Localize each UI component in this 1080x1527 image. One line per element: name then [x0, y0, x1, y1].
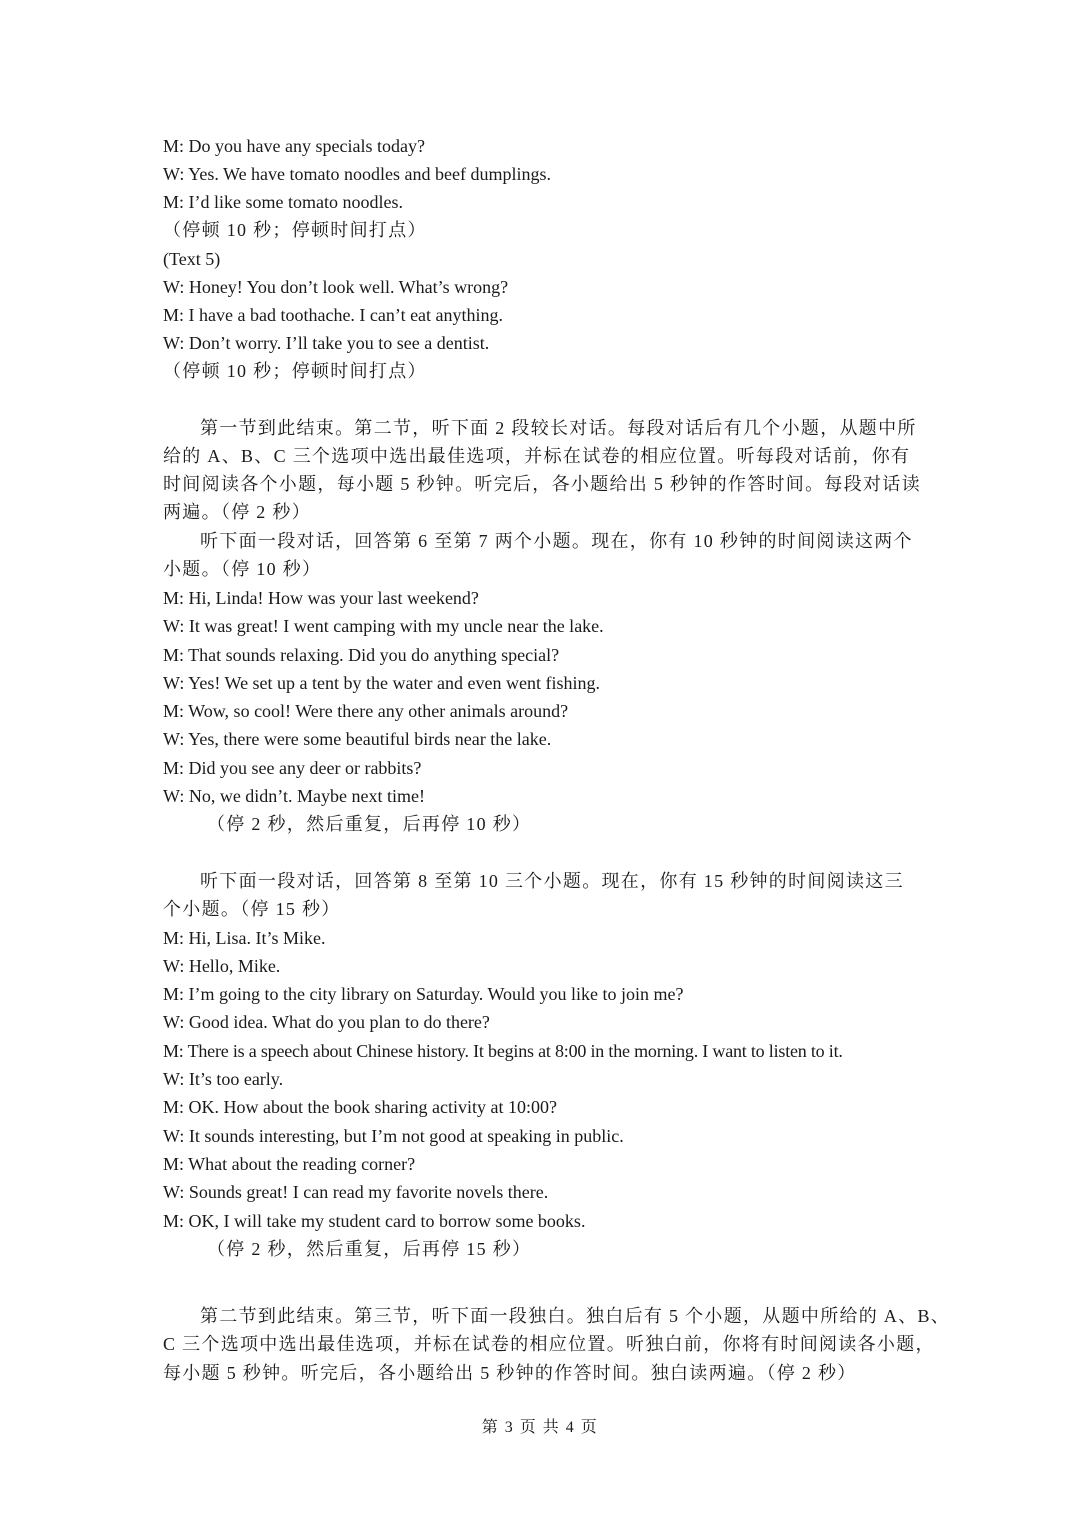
instruction-line: 给的 A、B、C 三个选项中选出最佳选项，并标在试卷的相应位置。听每段对话前，你有	[163, 446, 911, 466]
text-line: W: Sounds great! I can read my favorite novels there.	[163, 1182, 549, 1202]
pause-note: （停 2 秒，然后重复，后再停 15 秒）	[207, 1239, 532, 1259]
instruction-line: 第一节到此结束。第二节，听下面 2 段较长对话。每段对话后有几个小题，从题中所	[200, 418, 917, 438]
text-line: M: Hi, Linda! How was your last weekend?	[163, 588, 479, 608]
text-line: W: Don’t worry. I’ll take you to see a dentist.	[163, 333, 490, 353]
pause-note: （停顿 10 秒；停顿时间打点）	[163, 220, 427, 240]
text-line: M: OK. How about the book sharing activity at 10:00?	[163, 1097, 557, 1117]
text-line: M: OK, I will take my student card to borrow some books.	[163, 1211, 586, 1231]
text-line: W: Yes. We have tomato noodles and beef dumplings.	[163, 164, 551, 184]
text-line: M: Wow, so cool! Were there any other animals around?	[163, 701, 569, 721]
text-line: M: What about the reading corner?	[163, 1154, 416, 1174]
text-line: M: I’m going to the city library on Saturday. Would you like to join me?	[163, 984, 684, 1004]
text-heading: (Text 5)	[163, 249, 221, 269]
text-line: W: Hello, Mike.	[163, 956, 281, 976]
instruction-line: 个小题。（停 15 秒）	[163, 899, 341, 919]
page-footer: 第 3 页 共 4 页	[481, 1419, 599, 1436]
text-line: M: There is a speech about Chinese history. It begins at 8:00 in the morning. I want to listen to it.	[163, 1041, 843, 1061]
pause-note: （停顿 10 秒；停顿时间打点）	[163, 361, 427, 381]
pause-note: （停 2 秒，然后重复，后再停 10 秒）	[207, 814, 532, 834]
text-line: M: I’d like some tomato noodles.	[163, 192, 403, 212]
text-line: M: I have a bad toothache. I can’t eat anything.	[163, 305, 504, 325]
text-line: M: Did you see any deer or rabbits?	[163, 758, 422, 778]
text-line: W: Honey! You don’t look well. What’s wrong?	[163, 277, 509, 297]
instruction-line: C 三个选项中选出最佳选项，并标在试卷的相应位置。听独白前，你将有时间阅读各小题，	[163, 1334, 935, 1354]
instruction-line: 两遍。（停 2 秒）	[163, 502, 311, 522]
text-line: W: It’s too early.	[163, 1069, 284, 1089]
text-line: W: No, we didn’t. Maybe next time!	[163, 786, 425, 806]
text-line: M: That sounds relaxing. Did you do anything special?	[163, 645, 560, 665]
instruction-line: 听下面一段对话，回答第 8 至第 10 三个小题。现在，你有 15 秒钟的时间阅读这三	[200, 871, 904, 891]
text-line: M: Do you have any specials today?	[163, 136, 425, 156]
text-line: W: Good idea. What do you plan to do there?	[163, 1012, 490, 1032]
instruction-line: 第二节到此结束。第三节，听下面一段独白。独白后有 5 个小题，从题中所给的 A、B、	[200, 1306, 951, 1326]
text-line: W: Yes, there were some beautiful birds near the lake.	[163, 729, 552, 749]
text-line: W: Yes! We set up a tent by the water and even went fishing.	[163, 673, 600, 693]
text-line: M: Hi, Lisa. It’s Mike.	[163, 928, 326, 948]
text-line: W: It was great! I went camping with my uncle near the lake.	[163, 616, 604, 636]
text-line: W: It sounds interesting, but I’m not good at speaking in public.	[163, 1126, 624, 1146]
instruction-line: 小题。（停 10 秒）	[163, 559, 322, 579]
instruction-line: 听下面一段对话，回答第 6 至第 7 两个小题。现在，你有 10 秒钟的时间阅读这两个	[200, 531, 913, 551]
instruction-line: 时间阅读各个小题，每小题 5 秒钟。听完后，各小题给出 5 秒钟的作答时间。每段对话读	[163, 474, 921, 494]
instruction-line: 每小题 5 秒钟。听完后，各小题给出 5 秒钟的作答时间。独白读两遍。（停 2 秒）	[163, 1363, 857, 1383]
